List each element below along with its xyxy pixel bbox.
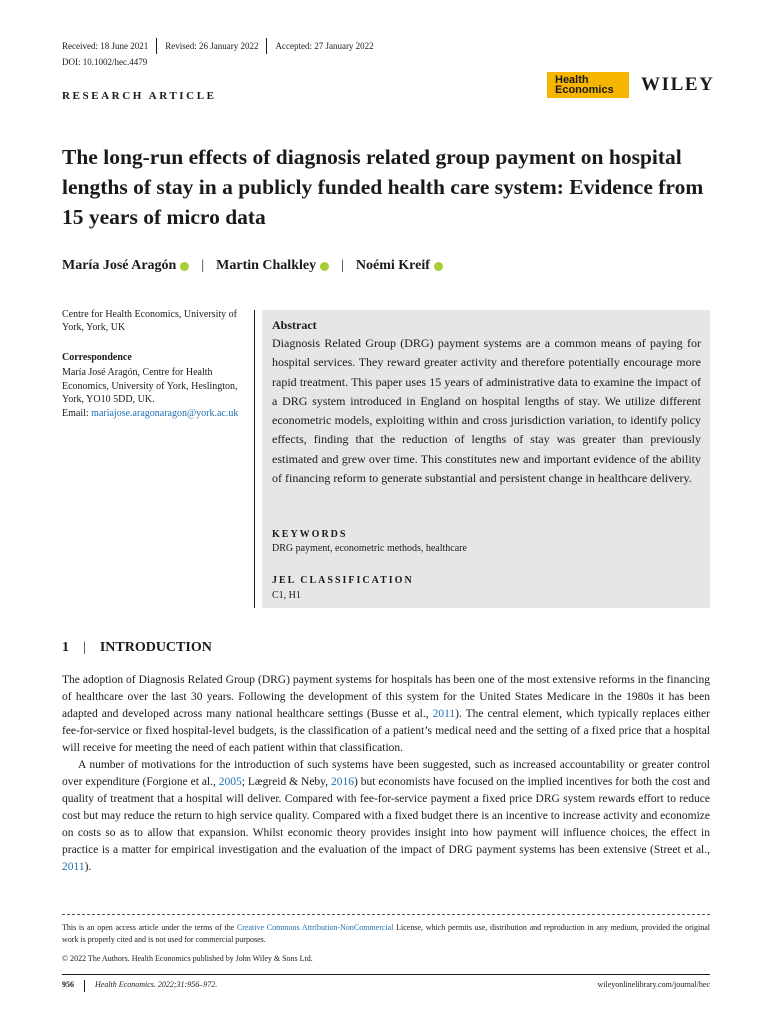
article-dates xyxy=(62,38,382,54)
open-access-note xyxy=(62,922,710,946)
paper-title: The long-run effects of diagnosis related group payment on hospital lengths of stay in a publicly funded health care system: Evidence from 15 years of micro data xyxy=(62,145,704,229)
section-heading xyxy=(62,640,212,656)
page-number: 956 xyxy=(62,980,74,989)
correspondence-heading: Correspondence xyxy=(62,352,132,363)
jel-text: C1, H1 xyxy=(272,590,301,601)
section-number: 1 xyxy=(62,640,69,655)
note-text: This is an open access article under the terms of the xyxy=(62,923,237,932)
wiley-logo: WILEY xyxy=(641,74,715,95)
abstract-heading: Abstract xyxy=(272,318,317,332)
license-link[interactable]: Creative Commons Attribution-NonCommercial xyxy=(236,923,394,932)
paragraph xyxy=(62,672,710,757)
article-type: RESEARCH ARTICLE xyxy=(62,90,217,102)
jel-heading: JEL CLASSIFICATION xyxy=(272,575,414,586)
health-economics-logo xyxy=(547,72,629,98)
abstract-text: Diagnosis Related Group (DRG) payment systems are a common means of paying for hospital services. They reward greater activity and therefore potentially encourage more rapid treatment. This paper uses 15 years of administrative data to examine the impact of a DRG system introduced in England on hospital lengths of stay. We utilize different econometric models, exploiting within and cross jurisdiction variation, to identify policy effects, finding that the reduction of lengths of stay was greater than previously estimated and grew over time. This constitutes new and important evidence of the ability of financing reform to generate substantial and persistent change in healthcare delivery. xyxy=(272,336,701,486)
author-name[interactable]: Noémi Kreif xyxy=(355,258,430,273)
orcid-icon[interactable] xyxy=(320,262,329,271)
note-text: License, which permits use, distribution and reproduction in any medium, provided the original work is properly cited and is not used for commercial purposes. xyxy=(62,923,710,944)
paragraph-text: A number of motivations for the introduction of such systems have been suggested, such as increased accountability or greater control over expenditure (Forgione et al., xyxy=(62,759,710,788)
publisher-logos xyxy=(547,72,714,98)
received-date: Received: 18 June 2021 xyxy=(62,41,149,51)
column-divider xyxy=(254,310,255,608)
footnote-divider xyxy=(62,914,710,915)
citation-link[interactable]: 2011 xyxy=(62,861,85,873)
author-separator: | xyxy=(341,258,344,273)
journal-url[interactable]: wileyonlinelibrary.com/journal/hec xyxy=(597,980,710,989)
email-link[interactable]: mariajose.aragonaragon@york.ac.uk xyxy=(91,407,239,419)
section-separator: | xyxy=(83,640,86,655)
doi: DOI: 10.1002/hec.4479 xyxy=(62,57,148,67)
affiliation: Centre for Health Economics, University of York, York, UK xyxy=(62,309,237,333)
paragraph-text: ) but economists have focused on the implied incentives for both the cost and quality of treatment that a hospital will deliver. Compared with fee-for-service payment a fixed price DRG system rewards effort to reduce cost but may reduce the return to high service quality. Compared with a fixed budget there is an incentive to increase activity and economize on costs so as to allow that expansion. Whilst economic theory provides insight into how payment will influence choices, the effect in practice is a matter for empirical investigation and the evaluation of the impact of DRG payment systems has been extensive (Street et al., xyxy=(62,776,710,856)
email-label: Email: xyxy=(62,407,92,419)
paragraph xyxy=(62,757,710,876)
author-name[interactable]: María José Aragón xyxy=(62,258,177,273)
citation-link[interactable]: 2005 xyxy=(218,776,242,788)
correspondence-text: María José Aragón, Centre for Health Economics, University of York, Heslington, York, YO10 5DD, UK. xyxy=(62,367,238,405)
footer-left xyxy=(62,980,217,992)
orcid-icon[interactable] xyxy=(434,262,443,271)
journal-citation: Health Economics. 2022;31:956–972. xyxy=(95,980,218,989)
correspondence-details xyxy=(62,366,247,420)
citation-link[interactable]: 2011 xyxy=(432,708,456,720)
paragraph-text: ; Lægreid & Neby, xyxy=(241,776,331,788)
revised-date: Revised: 26 January 2022 xyxy=(165,41,259,51)
footer-rule xyxy=(62,974,710,975)
paragraph-text: ). xyxy=(84,861,92,873)
orcid-icon[interactable] xyxy=(180,262,189,271)
journal-logo-line2: Economics xyxy=(555,83,614,96)
author-separator: | xyxy=(201,258,205,273)
paragraph-text: The adoption of Diagnosis Related Group (DRG) payment systems for hospitals has been one of the most extensive reforms in the financing of healthcare over the last 30 years. Following the development of this system for the United States Medicare in the 1980s it has been adapted and developed across many national healthcare settings (Busse et al., xyxy=(62,674,710,720)
journal-logo-line1: Health xyxy=(555,73,589,86)
paragraph-text: ). The central element, which typically replaces either fee-for-service or fixed hospital-level budgets, is the classification of a patient’s medical need and the setting of a fixed price that a hospital will receive for meeting the need of each patient within that classification. xyxy=(62,708,710,754)
author-list xyxy=(62,258,443,274)
author-name[interactable]: Martin Chalkley xyxy=(216,258,317,273)
footer-divider xyxy=(84,980,85,992)
accepted-date: Accepted: 27 January 2022 xyxy=(275,41,374,51)
citation-link[interactable]: 2016 xyxy=(330,776,354,788)
body-text xyxy=(62,672,710,876)
copyright-notice: © 2022 The Authors. Health Economics published by John Wiley & Sons Ltd. xyxy=(62,954,313,963)
keywords-heading: KEYWORDS xyxy=(272,529,348,540)
keywords-text: DRG payment, econometric methods, healthcare xyxy=(272,543,467,554)
section-title: INTRODUCTION xyxy=(99,640,212,655)
